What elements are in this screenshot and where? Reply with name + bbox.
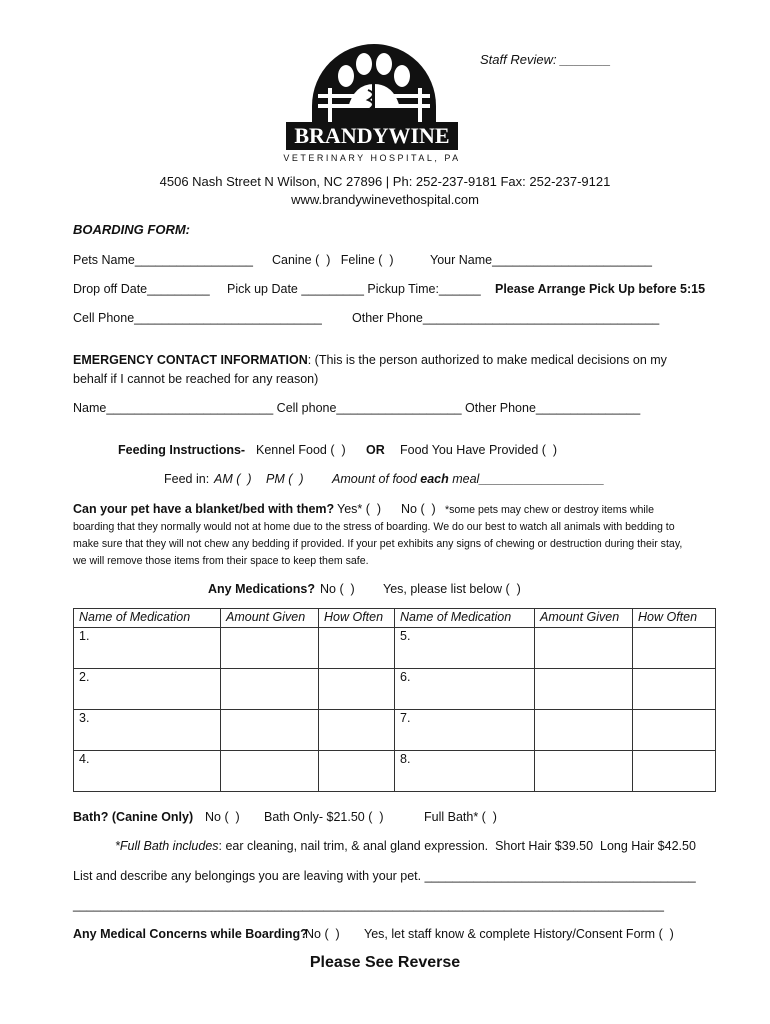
- table-row: [74, 669, 716, 710]
- feed-in-label: Feed in:: [164, 472, 210, 486]
- emergency-heading: EMERGENCY CONTACT INFORMATION: [73, 353, 308, 367]
- cell-phone-field[interactable]: Cell Phone___________________________: [73, 311, 322, 325]
- bath-label: Bath? (Canine Only): [73, 810, 194, 824]
- svg-text:VETERINARY HOSPITAL, PA: VETERINARY HOSPITAL, PA: [283, 153, 461, 163]
- medications-no-checkbox[interactable]: No ( ): [320, 582, 355, 596]
- other-phone-field[interactable]: Other Phone__________________________________: [352, 311, 660, 325]
- amount-cell[interactable]: [221, 669, 319, 710]
- svg-text:BRANDYWINE: BRANDYWINE: [294, 123, 450, 148]
- frequency-cell[interactable]: [633, 710, 716, 751]
- medication-cell[interactable]: 5.: [395, 628, 535, 669]
- blanket-question: Can your pet have a blanket/bed with them?: [73, 502, 335, 516]
- header-medication-name: Name of Medication: [74, 609, 221, 628]
- medications-yes-checkbox[interactable]: Yes, please list below ( ): [383, 582, 521, 596]
- table-row: [74, 628, 716, 669]
- pickup-note: Please Arrange Pick Up before 5:15: [495, 282, 706, 296]
- feeding-label: Feeding Instructions-: [118, 443, 246, 457]
- belongings-field[interactable]: List and describe any belongings you are leaving with your pet. _______________________________________: [73, 869, 696, 883]
- frequency-cell[interactable]: [319, 710, 395, 751]
- medication-cell[interactable]: 6.: [395, 669, 535, 710]
- header-how-often: How Often: [319, 609, 395, 628]
- kennel-food-checkbox[interactable]: Kennel Food ( ): [256, 443, 346, 457]
- concerns-no-checkbox[interactable]: No ( ): [305, 927, 340, 941]
- please-see-reverse: Please See Reverse: [309, 954, 461, 971]
- full-bath-description: *Full Bath includes: ear cleaning, nail trim, & anal gland expression. Short Hair $39.50 Long Hair $42.50: [115, 839, 696, 853]
- am-checkbox[interactable]: AM ( ): [214, 472, 252, 486]
- website-link[interactable]: www.brandywinevethospital.com: [291, 192, 479, 207]
- belongings-line-2[interactable]: _____________________________________________________________________________________: [73, 898, 664, 912]
- bath-no-checkbox[interactable]: No ( ): [205, 810, 240, 824]
- emergency-text: : (This is the person authorized to make medical decisions on my behalf if I cannot be reached for any reason): [73, 353, 667, 386]
- brandywine-logo: [282, 42, 462, 164]
- frequency-cell[interactable]: [633, 751, 716, 792]
- header-amount-given: Amount Given: [535, 609, 633, 628]
- frequency-cell[interactable]: [633, 669, 716, 710]
- medication-cell[interactable]: 3.: [74, 710, 221, 751]
- blanket-note-first: *some pets may chew or destroy items while: [445, 504, 655, 516]
- header-medication-name: Name of Medication: [395, 609, 535, 628]
- medication-cell[interactable]: 8.: [395, 751, 535, 792]
- medication-cell[interactable]: 7.: [395, 710, 535, 751]
- form-title: BOARDING FORM:: [73, 222, 190, 237]
- table-row: [74, 751, 716, 792]
- amount-cell[interactable]: [221, 751, 319, 792]
- blanket-no-checkbox[interactable]: No ( ): [401, 502, 436, 516]
- blanket-yes-checkbox[interactable]: Yes* ( ): [337, 502, 382, 516]
- amount-of-food-field[interactable]: Amount of food each meal__________________: [332, 472, 605, 486]
- amount-cell[interactable]: [535, 628, 633, 669]
- drop-off-date-field[interactable]: Drop off Date_________: [73, 282, 210, 296]
- owner-name-field[interactable]: Your Name_______________________: [430, 253, 652, 267]
- emergency-contact-fields[interactable]: Name________________________ Cell phone__________________ Other Phone_______________: [73, 401, 641, 415]
- medications-question: Any Medications?: [208, 582, 315, 596]
- address-line: 4506 Nash Street N Wilson, NC 27896 | Ph: 252-237-9181 Fax: 252-237-9121: [159, 174, 611, 189]
- amount-cell[interactable]: [221, 628, 319, 669]
- medication-table-header: [74, 609, 716, 628]
- medication-cell[interactable]: 1.: [74, 628, 221, 669]
- full-bath-checkbox[interactable]: Full Bath* ( ): [424, 810, 497, 824]
- species-checkboxes[interactable]: Canine ( ) Feline ( ): [272, 253, 394, 267]
- medication-cell[interactable]: 2.: [74, 669, 221, 710]
- feeding-or: OR: [366, 443, 385, 457]
- blanket-note: boarding that they normally would not at home due to the stress of boarding. We do our best to watch all animals with bedding to make sure that they will not chew any bedding if provided. If your pet exhibits any signs of chewing or destruction during their stay, we will remove those items from their space to keep them safe.: [73, 521, 683, 567]
- amount-cell[interactable]: [535, 669, 633, 710]
- frequency-cell[interactable]: [319, 628, 395, 669]
- paw-logo-icon: [282, 42, 462, 164]
- frequency-cell[interactable]: [633, 628, 716, 669]
- pm-checkbox[interactable]: PM ( ): [266, 472, 304, 486]
- bath-only-checkbox[interactable]: Bath Only- $21.50 ( ): [264, 810, 384, 824]
- table-row: [74, 710, 716, 751]
- medical-concerns-label: Any Medical Concerns while Boarding?: [73, 927, 308, 941]
- own-food-checkbox[interactable]: Food You Have Provided ( ): [400, 443, 558, 457]
- amount-cell[interactable]: [535, 710, 633, 751]
- amount-cell[interactable]: [535, 751, 633, 792]
- pick-up-date-time-field[interactable]: Pick up Date _________ Pickup Time:______: [227, 282, 481, 296]
- amount-cell[interactable]: [221, 710, 319, 751]
- header-amount-given: Amount Given: [221, 609, 319, 628]
- concerns-yes-checkbox[interactable]: Yes, let staff know & complete History/Consent Form ( ): [364, 927, 674, 941]
- frequency-cell[interactable]: [319, 669, 395, 710]
- pets-name-field[interactable]: Pets Name_________________: [73, 253, 254, 267]
- header-how-often: How Often: [633, 609, 716, 628]
- medication-table: [73, 608, 716, 792]
- staff-review: Staff Review: _______: [480, 52, 611, 67]
- emergency-contact-info: [73, 351, 703, 389]
- frequency-cell[interactable]: [319, 751, 395, 792]
- medication-cell[interactable]: 4.: [74, 751, 221, 792]
